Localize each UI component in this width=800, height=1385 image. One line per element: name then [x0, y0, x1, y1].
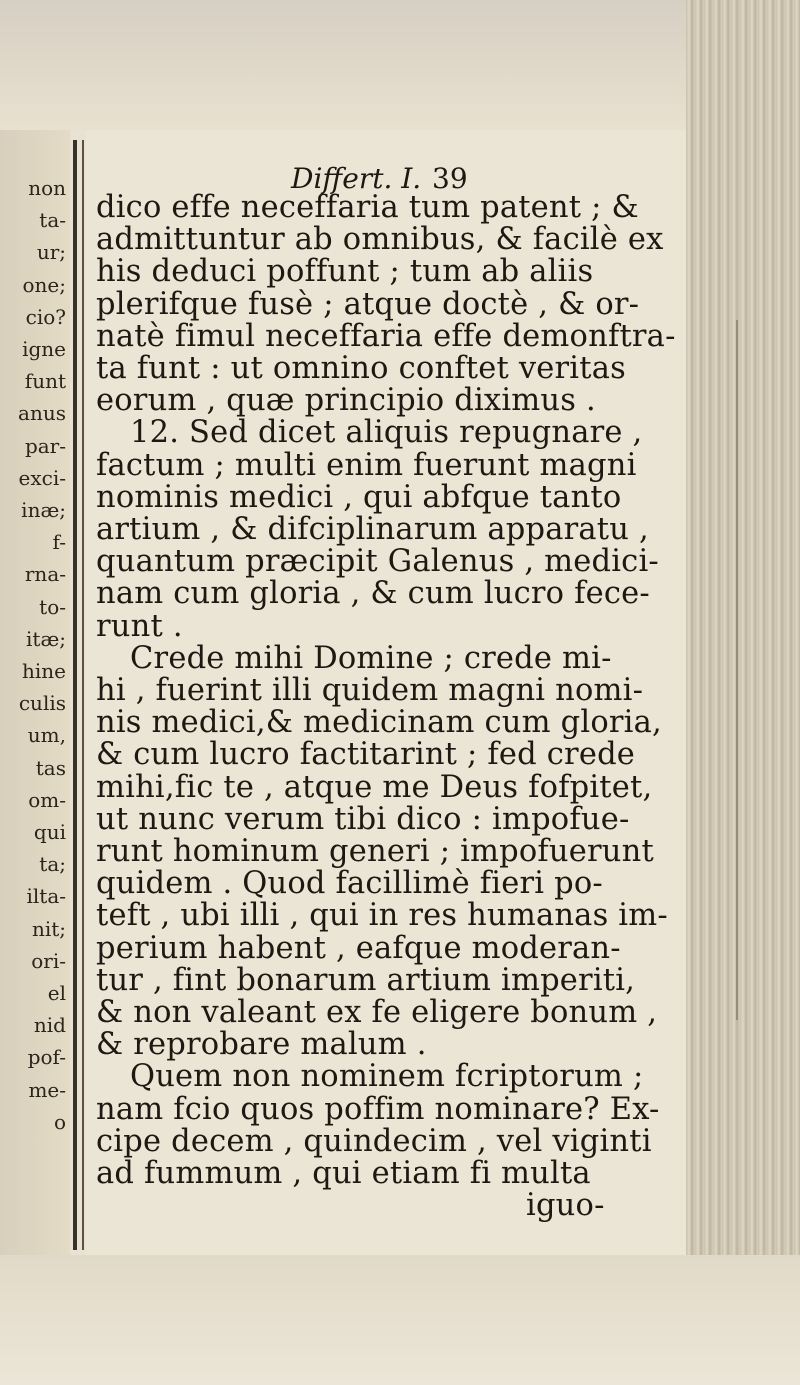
text-line: his deduci poffunt ; tum ab aliis	[96, 254, 594, 290]
margin-fragment: itæ;	[26, 626, 66, 651]
page-number: 39	[432, 162, 468, 195]
margin-fragment: tas	[35, 755, 66, 780]
margin-fragment: igne	[22, 337, 66, 361]
margin-fragment: funt	[24, 369, 66, 394]
margin-fragment: nid	[33, 1013, 66, 1038]
text-line: runt .	[96, 608, 183, 644]
text-line: quidem . Quod facillimè fieri po-	[96, 866, 603, 902]
text-line: artium , & difciplinarum apparatu ,	[96, 512, 649, 547]
text-line: cipe decem , quindecim , vel viginti	[96, 1123, 652, 1159]
text-line: perium habent , eafque moderan-	[96, 930, 621, 966]
catchword: iguo-	[526, 1188, 605, 1224]
margin-fragment: one;	[22, 272, 66, 297]
text-line: Crede mihi Domine ; crede mi-	[130, 640, 612, 676]
margin-fragment: ilta-	[26, 884, 66, 909]
text-line: factum ; multi enim fuerunt magni	[96, 447, 637, 483]
text-line: dico effe neceffaria tum patent ; &	[96, 190, 639, 225]
text-line: quantum præcipit Galenus , medici-	[96, 544, 659, 580]
margin-fragment: ta;	[39, 852, 66, 877]
text-line: ad fummum , qui etiam fi multa	[96, 1156, 591, 1191]
margin-fragment: f-	[52, 530, 66, 555]
margin-fragment: me-	[28, 1077, 66, 1102]
margin-fragment: qui	[33, 820, 66, 844]
running-title: Differt. I.	[291, 162, 422, 195]
margin-fragment: to-	[39, 594, 66, 619]
text-line: teft , ubi illi , qui in res humanas im-	[96, 898, 668, 934]
margin-fragment: el	[47, 981, 66, 1005]
text-line: & reprobare malum .	[96, 1027, 427, 1063]
margin-fragment: ori-	[31, 948, 66, 973]
margin-fragment: exci-	[18, 465, 66, 490]
margin-fragment: o	[53, 1109, 66, 1134]
margin-fragment: rna-	[24, 562, 66, 587]
text-line: runt hominum generi ; impofuerunt	[96, 834, 654, 869]
text-line: Quem non nominem fcriptorum ;	[130, 1059, 644, 1095]
text-line: natè fimul neceffaria effe demonftra-	[96, 318, 676, 354]
text-line: nominis medici , qui abfque tanto	[96, 479, 622, 515]
page-stack-edge	[686, 0, 800, 1385]
margin-fragment: pof-	[27, 1045, 66, 1070]
margin-fragment: culis	[18, 691, 66, 716]
margin-fragment: hine	[22, 659, 66, 683]
margin-fragment: nit;	[31, 916, 66, 941]
text-line: admittuntur ab omnibus, & facilè ex	[96, 222, 664, 258]
text-line: 12. Sed dicet aliquis repugnare ,	[130, 415, 643, 451]
text-line: & cum lucro factitarint ; fed crede	[96, 737, 636, 773]
scan-top-edge	[0, 0, 800, 130]
text-line: mihi,fic te , atque me Deus fofpitet,	[96, 769, 653, 805]
facing-page-margin	[0, 130, 70, 1255]
margin-fragment: ur;	[36, 240, 66, 265]
text-line: ta funt : ut omnino conftet veritas	[96, 351, 626, 386]
text-line: plerifque fusè ; atque doctè , & or-	[96, 286, 640, 322]
scan-bottom-edge	[0, 1255, 800, 1385]
text-line: & non valeant ex fe eligere bonum ,	[96, 995, 658, 1030]
text-line: ut nunc verum tibi dico : impofue-	[96, 801, 630, 837]
margin-fragment: inæ;	[21, 498, 66, 522]
book-gutter-shadow	[82, 140, 84, 1250]
text-line: nis medici,& medicinam cum gloria,	[96, 705, 662, 741]
margin-fragment: ta-	[39, 208, 66, 233]
margin-fragment: om-	[28, 787, 66, 812]
book-page	[86, 130, 686, 1255]
margin-fragment: par-	[24, 433, 66, 458]
text-line: tur , fint bonarum artium imperiti,	[96, 962, 636, 998]
margin-fragment: cio?	[25, 304, 66, 329]
text-line: nam cum gloria , & cum lucro fece-	[96, 576, 650, 612]
margin-fragment: um,	[27, 723, 66, 748]
margin-fragment: anus	[18, 401, 66, 426]
text-line: nam fcio quos poffim nominare? Ex-	[96, 1091, 660, 1127]
book-gutter	[73, 140, 77, 1250]
text-line: eorum , quæ principio diximus .	[96, 383, 596, 419]
margin-fragment: non	[28, 176, 66, 200]
text-line: hi , fuerint illi quidem magni nomi-	[96, 673, 644, 708]
